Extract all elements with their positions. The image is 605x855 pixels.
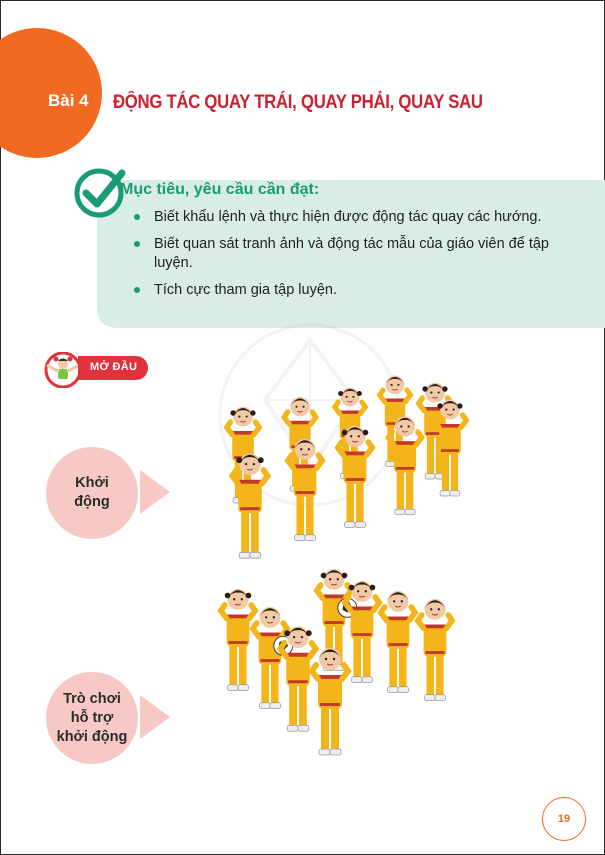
student-figure [418,599,452,701]
arrow-right-icon [140,470,170,514]
bullet-icon [134,214,140,220]
goals-list [134,208,554,308]
student-figure [232,453,267,558]
student-figure [280,626,315,731]
ball-game-illustration [210,555,470,770]
page-number: 19 [542,797,586,841]
lesson-number: Bài 4 [48,91,89,110]
student-figure [221,589,255,691]
goal-item-text: Tích cực tham gia tập luyện. [154,282,337,298]
section-bubble-warmup [46,447,138,539]
section-bubble-game [46,672,138,764]
student-figure [312,648,348,755]
section-label: Khởi động [74,475,110,510]
goal-item [134,208,554,227]
student-figure [381,591,415,693]
goals-heading: Mục tiêu, yêu cầu cần đạt: [120,181,320,198]
arrow-right-icon [140,695,170,739]
student-figure [345,581,379,683]
section-label: Trò chơi hỗ trợ khởi động [56,690,128,745]
bullet-icon [134,241,140,247]
warmup-students-illustration [205,360,495,570]
goal-item-text: Biết khẩu lệnh và thực hiện được động tác quay các hướng. [154,209,542,225]
lesson-title: ĐỘNG TÁC QUAY TRÁI, QUAY PHẢI, QUAY SAU [113,92,483,113]
goal-item-text: Biết quan sát tranh ảnh và động tác mẫu của giáo viên để tập luyện. [154,236,549,271]
intro-label: MỞ ĐẦU [90,361,138,373]
goal-item [134,281,554,300]
goal-item [134,235,554,273]
bullet-icon [134,287,140,293]
